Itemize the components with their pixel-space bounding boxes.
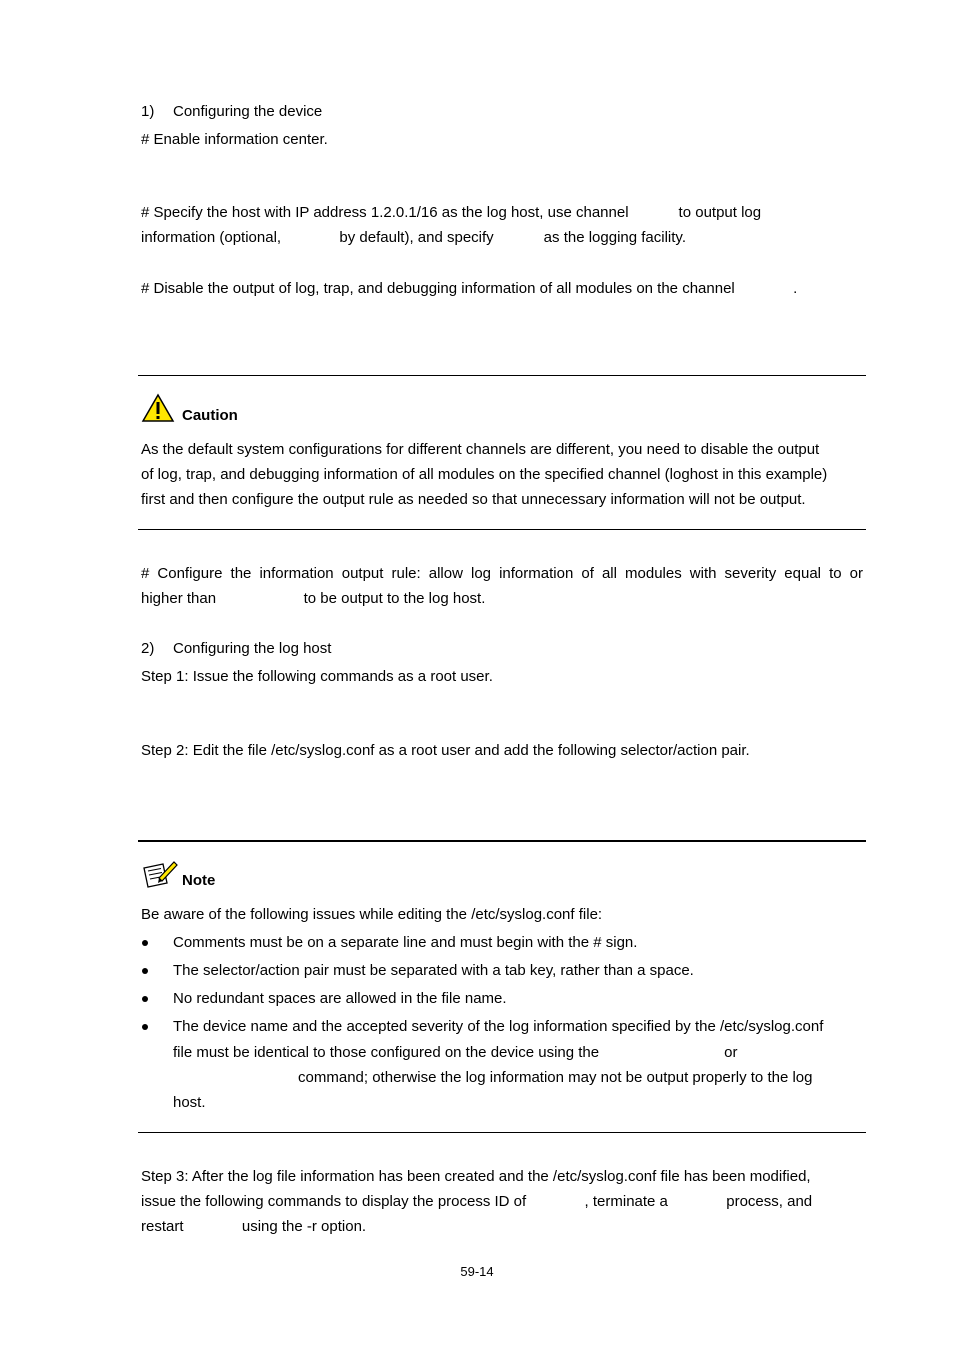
disable-output-text: # Disable the output of log, trap, and debugging information of all modules on the channel .	[141, 280, 798, 297]
note-bullet-4-line-2: file must be identical to those configured on the device using the or	[173, 1044, 738, 1061]
step3-line-3: restart using the -r option.	[141, 1218, 367, 1235]
bullet-dot	[141, 990, 151, 1008]
note-pencil-icon	[141, 858, 179, 894]
note-bullet-2: The selector/action pair must be separated with a tab key, rather than a space.	[173, 962, 694, 979]
output-rule-line-1: # Configure the information output rule: allow log information of all modules with severity equal to or	[141, 565, 863, 582]
output-rule-line-2: higher than to be output to the log host.	[141, 590, 486, 607]
note-bullet-3: No redundant spaces are allowed in the file name.	[173, 990, 507, 1007]
caution-top-rule	[138, 375, 866, 376]
specify-host-line-2: information (optional, by default), and specify as the logging facility.	[141, 229, 686, 246]
caution-line-2: of log, trap, and debugging information of all modules on the specified channel (loghost in this example)	[141, 466, 828, 483]
enable-info-center-text: # Enable information center.	[141, 131, 328, 148]
bullet-dot	[141, 1018, 151, 1036]
step2-text: Step 2: Edit the file /etc/syslog.conf as a root user and add the following selector/action pair.	[141, 742, 750, 759]
section-number: 2)	[141, 640, 155, 657]
note-bullet-4-line-3: command; otherwise the log information may not be output properly to the log	[173, 1069, 813, 1086]
warning-triangle-icon	[141, 393, 175, 427]
caution-line-1: As the default system configurations for different channels are different, you need to disable the output	[141, 441, 820, 458]
caution-bottom-rule	[138, 529, 866, 530]
section-title: Configuring the device	[173, 103, 323, 120]
caution-line-3: first and then configure the output rule as needed so that unnecessary information will not be output.	[141, 491, 806, 508]
note-bullet-1: Comments must be on a separate line and must begin with the # sign.	[173, 934, 638, 951]
section-number: 1)	[141, 103, 155, 120]
step3-line-1: Step 3: After the log file information has been created and the /etc/syslog.conf file has been modified,	[141, 1168, 811, 1185]
step1-text: Step 1: Issue the following commands as a root user.	[141, 668, 493, 685]
bullet-dot	[141, 962, 151, 980]
step3-line-2: issue the following commands to display the process ID of , terminate a process, and	[141, 1193, 813, 1210]
note-intro: Be aware of the following issues while editing the /etc/syslog.conf file:	[141, 906, 603, 923]
caution-heading: Caution	[182, 407, 238, 424]
note-bottom-rule	[138, 1132, 866, 1133]
page-number: 59-14	[460, 1264, 494, 1279]
note-top-rule	[138, 840, 866, 842]
note-heading: Note	[182, 872, 216, 889]
section-title: Configuring the log host	[173, 640, 332, 657]
bullet-dot	[141, 934, 151, 952]
note-bullet-4-line-1: The device name and the accepted severity of the log information specified by the /etc/syslog.conf	[173, 1018, 824, 1035]
specify-host-line-1: # Specify the host with IP address 1.2.0.1/16 as the log host, use channel to output log	[141, 204, 762, 221]
note-bullet-4-line-4: host.	[173, 1094, 206, 1111]
